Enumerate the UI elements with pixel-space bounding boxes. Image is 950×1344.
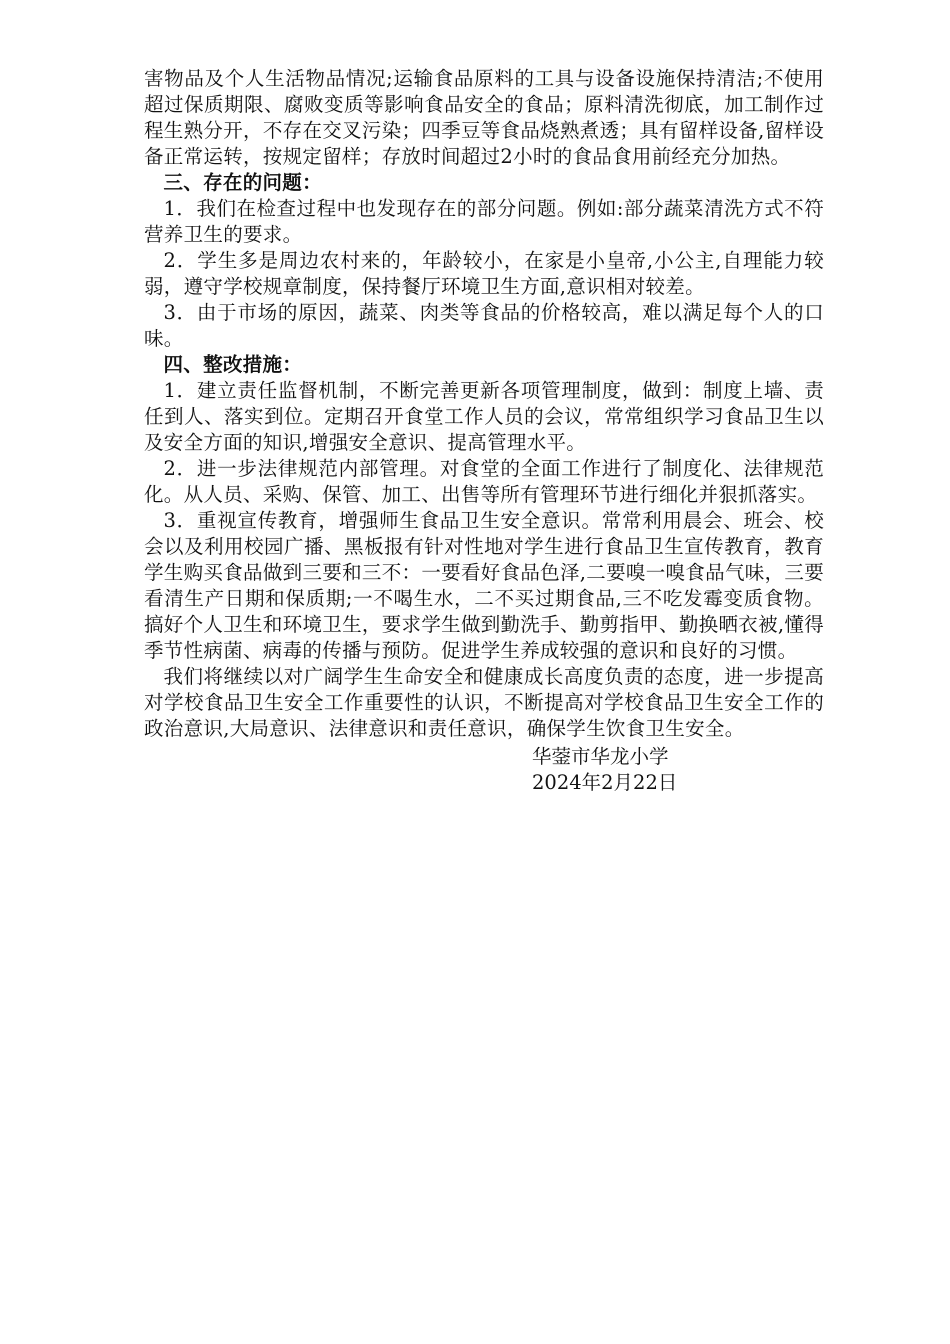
section-3-heading: 三、存在的问题： xyxy=(163,171,322,194)
signature-block xyxy=(532,744,824,796)
section-3-item-1: 1．我们在检查过程中也发现存在的部分问题。例如:部分蔬菜清洗方式不符营养卫生的要求。 xyxy=(144,197,824,246)
signature-organization: 华蓥市华龙小学 xyxy=(532,745,669,768)
section-3-item-2: 2．学生多是周边农村来的，年龄较小，在家是小皇帝,小公主,自理能力较弱，遵守学校规章制度，保持餐厅环境卫生方面,意识相对较差。 xyxy=(144,249,824,298)
section-4-heading: 四、整改措施： xyxy=(163,353,303,376)
document-body xyxy=(144,66,824,796)
section-4-item-1: 1．建立责任监督机制，不断完善更新各项管理制度，做到：制度上墙、责任到人、落实到位。定期召开食堂工作人员的会议，常常组织学习食品卫生以及安全方面的知识,增强安全意识、提高管理水平。 xyxy=(144,379,824,454)
section-4-item-3: 3．重视宣传教育，增强师生食品卫生安全意识。常常利用晨会、班会、校会以及利用校园广播、黑板报有针对性地对学生进行食品卫生宣传教育，教育学生购买食品做到三要和三不：一要看好食品色泽,二要嗅一嗅食品气味，三要看清生产日期和保质期;一不喝生水，二不买过期食品,三不吃发霉变质食物。搞好个人卫生和环境卫生，要求学生做到勤洗手、勤剪指甲、勤换晒衣被,懂得季节性病菌、病毒的传播与预防。促进学生养成较强的意识和良好的习惯。 xyxy=(144,509,824,662)
signature-date: 2024年2月22日 xyxy=(532,771,678,794)
section-4-item-2: 2．进一步法律规范内部管理。对食堂的全面工作进行了制度化、法律规范化。从人员、采购、保管、加工、出售等所有管理环节进行细化并狠抓落实。 xyxy=(144,457,824,506)
section-3-item-3: 3．由于市场的原因，蔬菜、肉类等食品的价格较高，难以满足每个人的口味。 xyxy=(144,301,824,350)
conclusion-paragraph: 我们将继续以对广阔学生生命安全和健康成长高度负责的态度，进一步提高对学校食品卫生安全工作重要性的认识，不断提高对学校食品卫生安全工作的政治意识,大局意识、法律意识和责任意识，确保学生饮食卫生安全。 xyxy=(144,665,824,740)
intro-continuation-paragraph: 害物品及个人生活物品情况;运输食品原料的工具与设备设施保持清洁;不使用超过保质期限、腐败变质等影响食品安全的食品；原料清洗彻底，加工制作过程生熟分开，不存在交叉污染；四季豆等食品烧熟煮透；具有留样设备,留样设备正常运转，按规定留样；存放时间超过2小时的食品食用前经充分加热。 xyxy=(144,67,824,168)
